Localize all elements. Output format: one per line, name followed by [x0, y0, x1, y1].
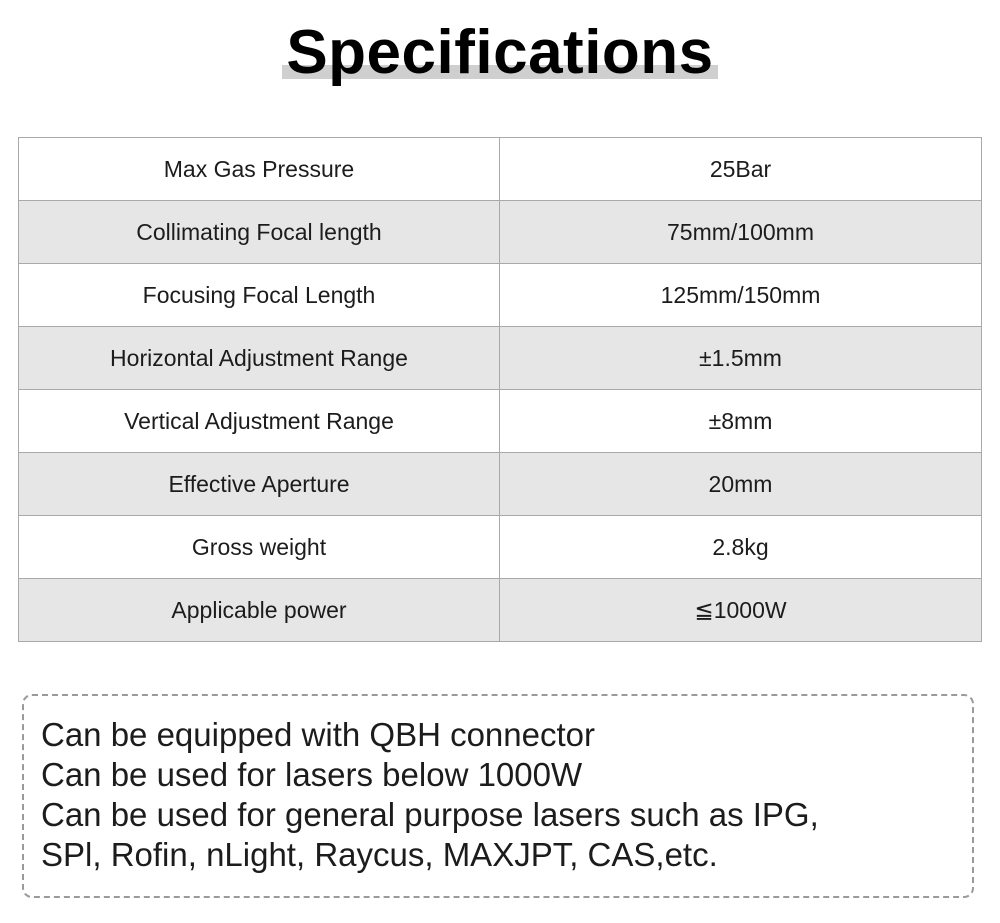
spec-value: 75mm/100mm: [500, 201, 982, 264]
spec-label: Vertical Adjustment Range: [19, 390, 500, 453]
spec-value: ±1.5mm: [500, 327, 982, 390]
spec-label: Max Gas Pressure: [19, 138, 500, 201]
spec-row: [19, 264, 982, 327]
spec-label: Focusing Focal Length: [19, 264, 500, 327]
spec-row: [19, 453, 982, 516]
page-title: Specifications: [286, 18, 714, 87]
spec-value: 125mm/150mm: [500, 264, 982, 327]
spec-row: [19, 579, 982, 642]
spec-row: [19, 516, 982, 579]
spec-value: ≦1000W: [500, 579, 982, 642]
spec-row: [19, 201, 982, 264]
spec-value: ±8mm: [500, 390, 982, 453]
spec-row: [19, 390, 982, 453]
spec-row: [19, 327, 982, 390]
spec-label: Collimating Focal length: [19, 201, 500, 264]
spec-table: [18, 137, 982, 642]
spec-label: Gross weight: [19, 516, 500, 579]
title-block: [0, 18, 1000, 88]
spec-value: 2.8kg: [500, 516, 982, 579]
note-line: SPl, Rofin, nLight, Raycus, MAXJPT, CAS,etc.: [41, 836, 718, 873]
notes-box: [22, 694, 974, 898]
note-line: Can be used for lasers below 1000W: [41, 756, 583, 793]
spec-label: Applicable power: [19, 579, 500, 642]
spec-value: 25Bar: [500, 138, 982, 201]
note-line: Can be used for general purpose lasers such as IPG,: [41, 796, 819, 833]
spec-value: 20mm: [500, 453, 982, 516]
spec-label: Effective Aperture: [19, 453, 500, 516]
spec-row: [19, 138, 982, 201]
spec-label: Horizontal Adjustment Range: [19, 327, 500, 390]
note-line: Can be equipped with QBH connector: [41, 716, 596, 753]
